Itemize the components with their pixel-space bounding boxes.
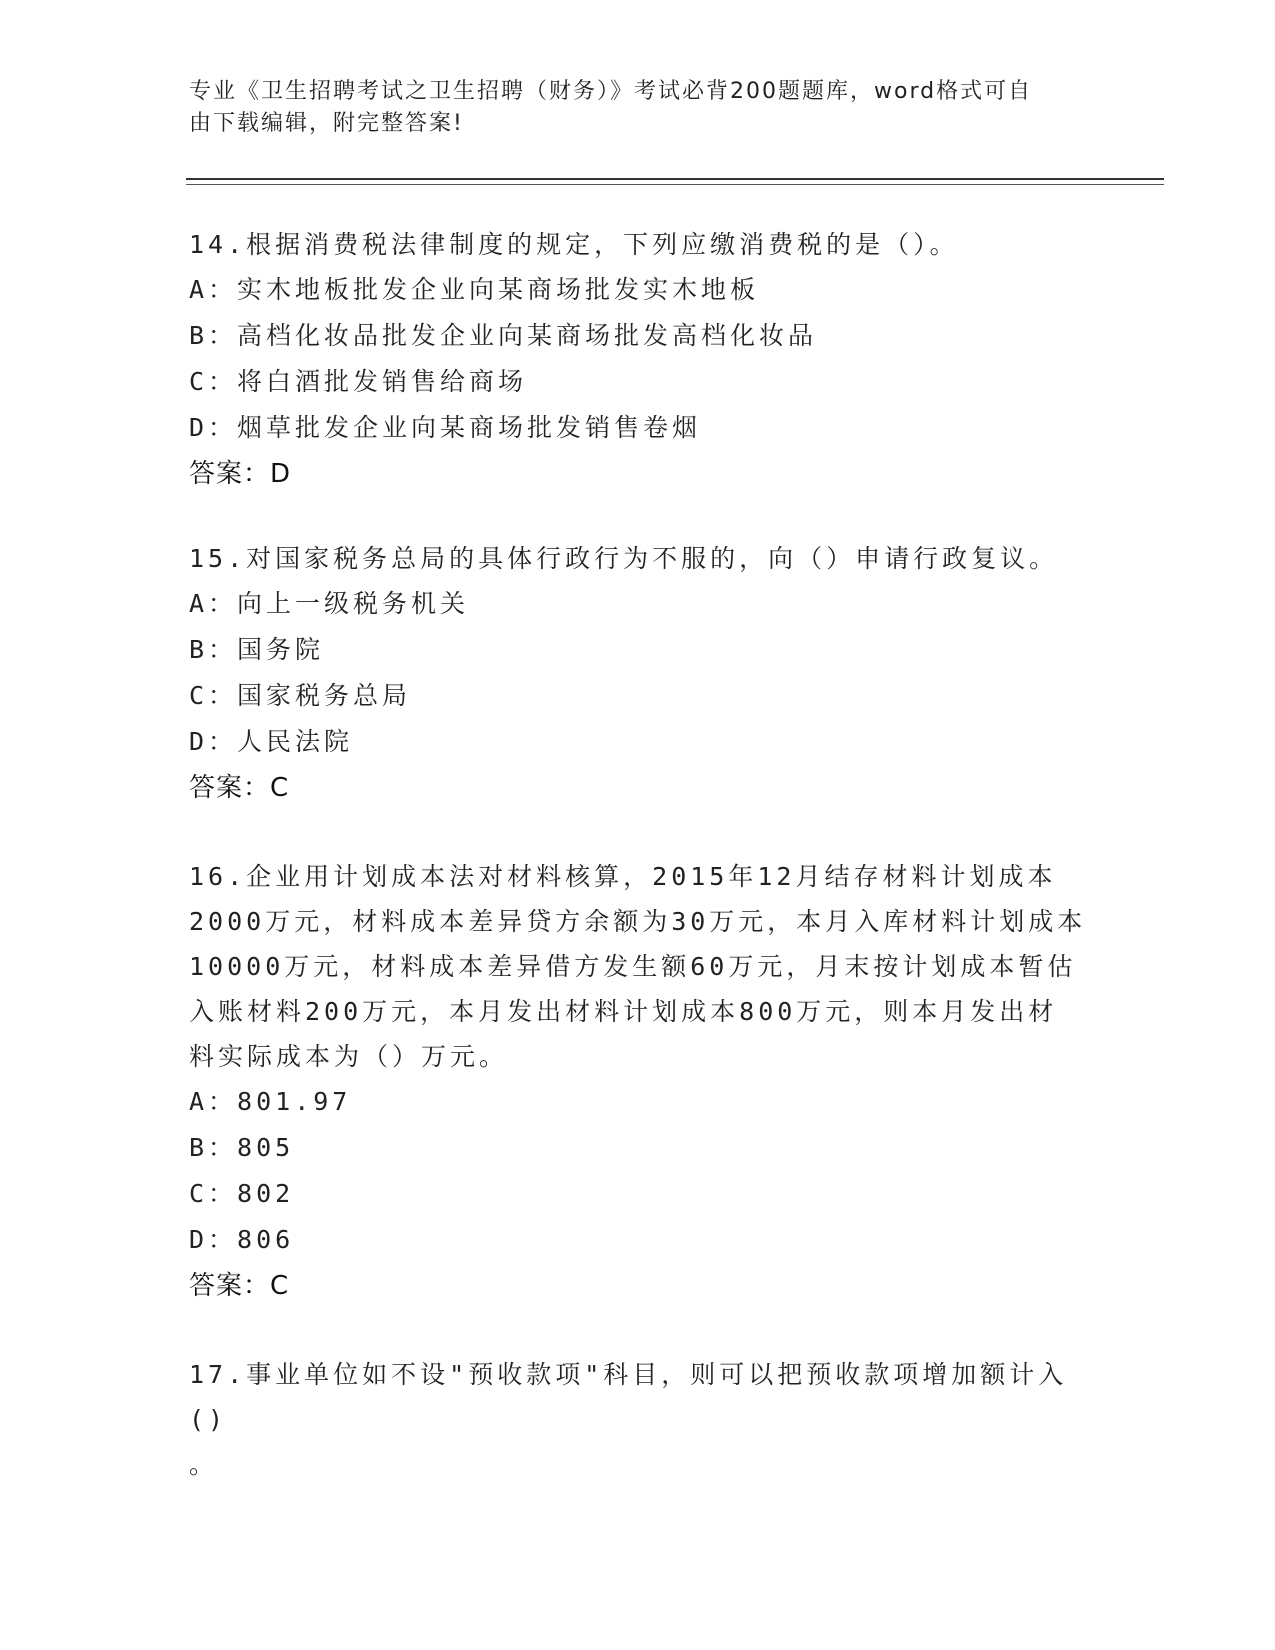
option-c: C：将白酒批发销售给商场: [189, 367, 528, 396]
option-a: A：实木地板批发企业向某商场批发实木地板: [189, 275, 760, 304]
option-b: B：国务院: [189, 635, 325, 664]
header-line-1: 专业《卫生招聘考试之卫生招聘（财务）》考试必背200题题库，word格式可自: [189, 79, 1033, 104]
answer: 答案：C: [189, 773, 290, 803]
question-stem-line: 入账材料200万元，本月发出材料计划成本800万元，则本月发出材: [189, 997, 1058, 1026]
option-a: A：向上一级税务机关: [189, 589, 470, 618]
question-14: [189, 222, 1089, 497]
question-stem: 14.根据消费税法律制度的规定，下列应缴消费税的是（）。: [189, 230, 959, 259]
question-17: [189, 1352, 1089, 1487]
option-d: D：烟草批发企业向某商场批发销售卷烟: [189, 413, 702, 442]
header-divider-thick: [186, 178, 1164, 180]
option-b: B：805: [189, 1133, 295, 1162]
answer: 答案：D: [189, 459, 292, 489]
option-a: A：801.97: [189, 1087, 352, 1116]
question-stem-line: 料实际成本为（）万元。: [189, 1042, 509, 1071]
document-header: [189, 76, 1069, 140]
question-stem-line: 10000万元，材料成本差异借方发生额60万元，月末按计划成本暂估: [189, 952, 1077, 981]
option-b: B：高档化妆品批发企业向某商场批发高档化妆品: [189, 321, 818, 350]
question-stem: 15.对国家税务总局的具体行政行为不服的，向（）申请行政复议。: [189, 544, 1059, 573]
question-stem-line: 。: [189, 1450, 219, 1479]
question-stem-line: 2000万元，材料成本差异贷方余额为30万元，本月入库材料计划成本: [189, 907, 1087, 936]
option-d: D：人民法院: [189, 727, 354, 756]
option-c: C：国家税务总局: [189, 681, 412, 710]
header-line-2: 由下载编辑，附完整答案!: [189, 111, 464, 136]
answer: 答案：C: [189, 1271, 290, 1301]
question-stem-line: 16.企业用计划成本法对材料核算，2015年12月结存材料计划成本: [189, 862, 1057, 891]
question-15: [189, 536, 1089, 811]
question-16: [189, 854, 1089, 1309]
question-stem-line: 17.事业单位如不设"预收款项"科目，则可以把预收款项增加额计入(): [189, 1360, 1068, 1434]
option-c: C：802: [189, 1179, 295, 1208]
header-divider-thin: [186, 184, 1164, 185]
option-d: D：806: [189, 1225, 295, 1254]
